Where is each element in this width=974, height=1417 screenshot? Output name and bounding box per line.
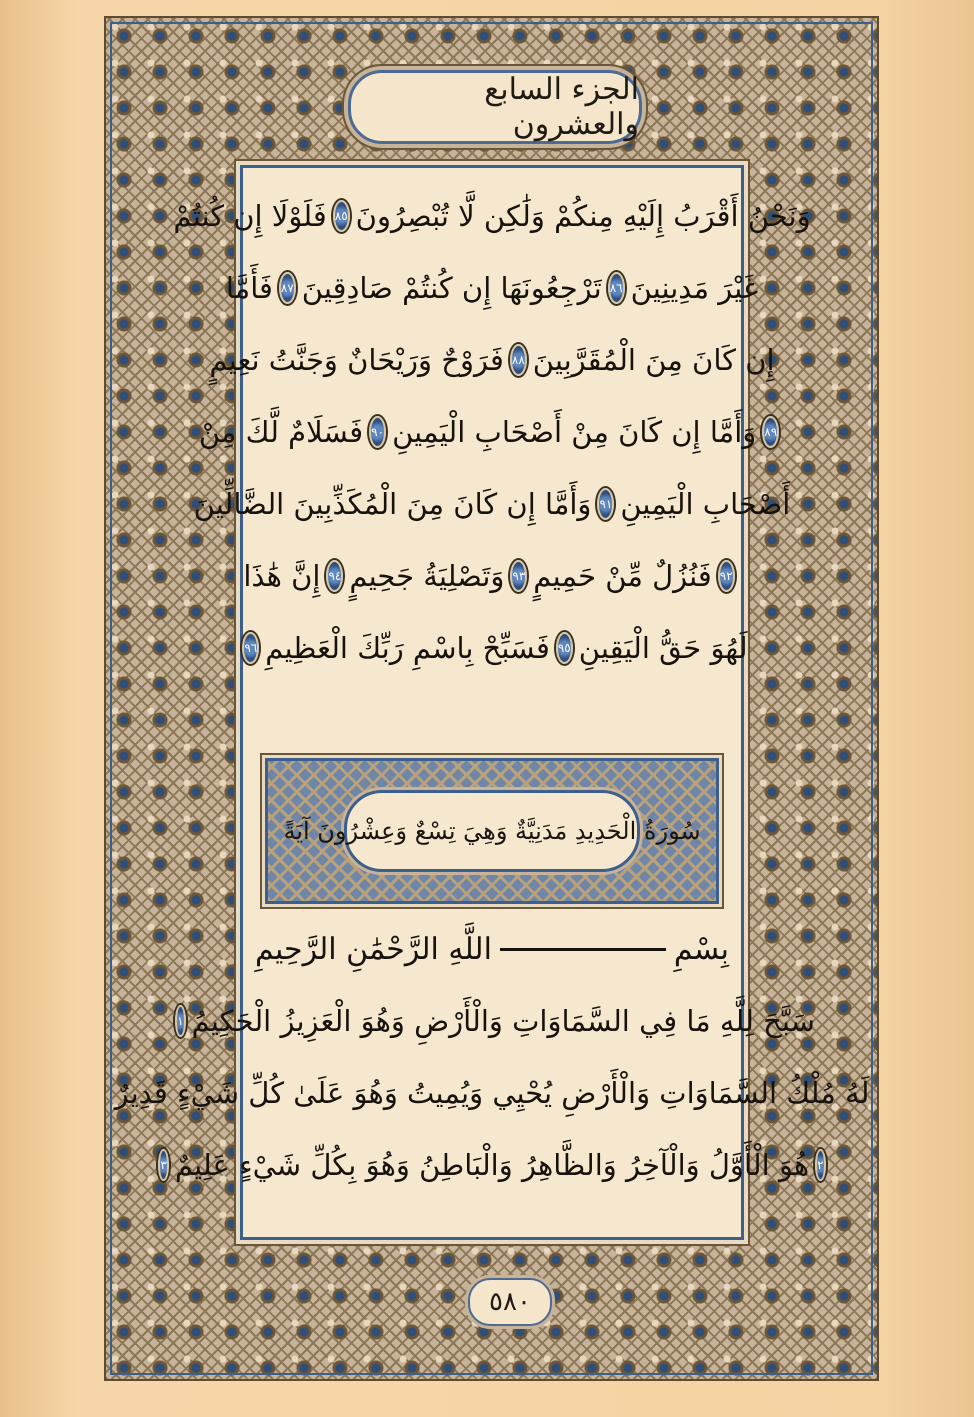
verse-text: لَهُ مُلْكُ السَّمَاوَاتِ وَالْأَرْضِ يُحْيِي وَيُمِيتُ وَهُوَ عَلَىٰ كُلِّ شَيْءٍ قَدِيرٌ xyxy=(114,1076,870,1110)
ayah-number-marker: ٨٩ xyxy=(762,416,779,448)
verse-text: تَرْجِعُونَهَا إِن كُنتُمْ صَادِقِينَ xyxy=(301,271,602,305)
page-number: ٥٨٠ xyxy=(489,1287,531,1317)
verse-text: إِنَّ هَٰذَا xyxy=(243,559,321,593)
ayah-number-marker: ٨٥ xyxy=(333,200,350,232)
verse-text: هُوَ الْأَوَّلُ وَالْآخِرُ وَالظَّاهِرُ وَالْبَاطِنُ وَهُوَ بِكُلِّ شَيْءٍ عَلِيمٌ xyxy=(174,1148,810,1182)
verse-text: وَأَمَّا إِن كَانَ مِنْ أَصْحَابِ الْيَمِينِ xyxy=(392,415,757,449)
ayah-number-marker: ٩٦ xyxy=(242,632,259,664)
ayah-number-marker: ٩٠ xyxy=(369,416,386,448)
verse-line xyxy=(243,540,733,612)
ayah-number-marker: ٣ xyxy=(158,1149,168,1181)
basmala xyxy=(255,913,729,985)
verse-text: فَرَوْحٌ وَرَيْحَانٌ وَجَنَّتُ نَعِيمٍ xyxy=(209,343,504,377)
surah-header-band xyxy=(265,758,719,904)
basmala-rest: اللَّهِ الرَّحْمَٰنِ الرَّحِيمِ xyxy=(255,931,492,967)
verse-line xyxy=(160,1129,824,1201)
verse-line xyxy=(198,396,778,468)
ayah-number-marker: ٨٦ xyxy=(608,272,625,304)
verse-text: فَلَوْلَا إِن كُنتُمْ xyxy=(173,199,327,233)
verse-line xyxy=(114,1057,870,1129)
verse-block-1 xyxy=(173,180,811,684)
verse-text: غَيْرَ مَدِينِينَ xyxy=(630,271,759,305)
ayah-number-marker: ٩٣ xyxy=(510,560,527,592)
verse-block-2 xyxy=(114,913,870,1201)
text-panel xyxy=(114,165,870,1240)
ayah-number-marker: ٩٤ xyxy=(326,560,343,592)
verse-text: سَبَّحَ لِلَّهِ مَا فِي السَّمَاوَاتِ وَالْأَرْضِ وَهُوَ الْعَزِيزُ الْحَكِيمُ xyxy=(191,1004,815,1038)
verse-text: فَنُزُلٌ مِّنْ حَمِيمٍ xyxy=(533,559,712,593)
verse-line xyxy=(173,180,811,252)
ayah-number-marker: ٩٢ xyxy=(718,560,735,592)
surah-cartouche xyxy=(283,790,701,872)
verse-text: فَسَلَامٌ لَّكَ مِنْ xyxy=(198,415,364,449)
verse-text: لَهُوَ حَقُّ الْيَقِينِ xyxy=(578,631,748,665)
ayah-number-marker: ٨٧ xyxy=(279,272,296,304)
juz-title: الجزء السابع والعشرون xyxy=(484,72,639,142)
ayah-number-marker: ٩٥ xyxy=(556,632,573,664)
verse-text: وَتَصْلِيَةُ جَحِيمٍ xyxy=(349,559,505,593)
ayah-number-marker: ١ xyxy=(175,1005,185,1037)
verse-text: وَأَمَّا إِن كَانَ مِنَ الْمُكَذِّبِينَ الضَّالِّينَ xyxy=(193,487,592,521)
page-number-box xyxy=(468,1278,552,1326)
basmala-stretch xyxy=(500,948,666,951)
ayah-number-marker: ٨٨ xyxy=(510,344,527,376)
verse-text: فَأَمَّا xyxy=(225,271,273,305)
surah-title: سُورَةُ الْحَدِيدِ مَدَنِيَّةٌ وَهِيَ تِسْعٌ وَعِشْرُونَ آيَةً xyxy=(283,817,701,845)
verse-line xyxy=(209,324,775,396)
verse-text: أَصْحَابِ الْيَمِينِ xyxy=(620,487,791,521)
verse-text: فَسَبِّحْ بِاسْمِ رَبِّكَ الْعَظِيمِ xyxy=(265,631,550,665)
juz-header xyxy=(348,70,642,144)
verse-line xyxy=(225,252,759,324)
ayah-number-marker: ٩١ xyxy=(597,488,614,520)
verse-text: إِن كَانَ مِنَ الْمُقَرَّبِينَ xyxy=(532,343,775,377)
ayah-number-marker: ٢ xyxy=(815,1149,825,1181)
verse-text: وَنَحْنُ أَقْرَبُ إِلَيْهِ مِنكُمْ وَلَٰكِن لَّا تُبْصِرُونَ xyxy=(355,199,811,233)
verse-line xyxy=(244,612,748,684)
basmala-start: بِسْمِ xyxy=(673,931,729,967)
verse-line xyxy=(177,985,815,1057)
verse-line xyxy=(193,468,791,540)
